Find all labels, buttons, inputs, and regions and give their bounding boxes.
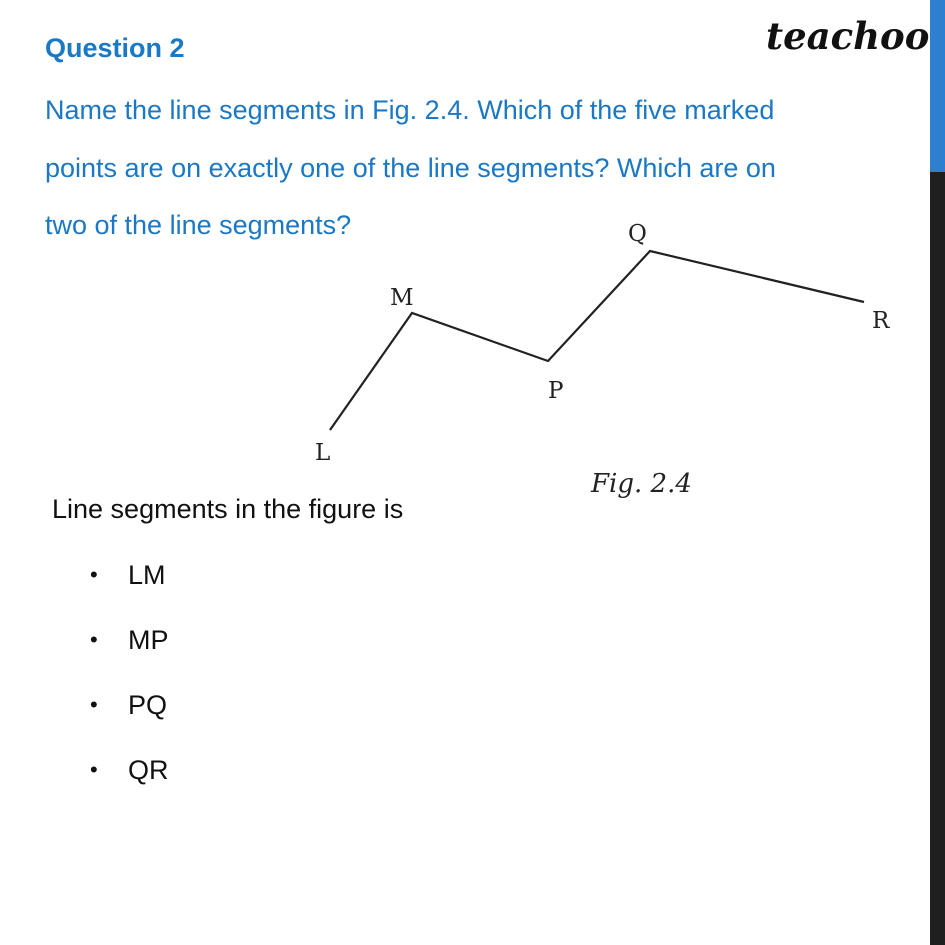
question-title: Question 2 [45, 33, 185, 63]
question-line-1: Name the line segments in Fig. 2.4. Which of the five marked [45, 95, 775, 125]
bullet-icon: • [90, 627, 98, 652]
point-label-p: P [548, 378, 564, 404]
bullet-icon: • [90, 692, 98, 717]
segment-lm: LM [128, 560, 166, 590]
point-label-q: Q [628, 221, 647, 247]
segment-qr: QR [128, 755, 169, 785]
segment-pq: PQ [128, 690, 168, 720]
point-label-r: R [872, 308, 890, 334]
list-item [90, 558, 169, 623]
bullet-icon: • [90, 562, 98, 587]
segment-list [90, 558, 169, 818]
segment-mp: MP [128, 625, 169, 655]
point-label-l: L [315, 440, 331, 466]
answer-heading: Line segments in the figure is [52, 494, 404, 524]
list-item [90, 688, 169, 753]
list-item [90, 753, 169, 818]
question-line-3: two of the line segments? [45, 210, 352, 240]
list-item [90, 623, 169, 688]
question-line-2: points are on exactly one of the line segments? Which are on [45, 152, 776, 183]
point-label-m: M [390, 285, 414, 311]
figure-caption: Fig. 2.4 [591, 469, 692, 499]
segment-path [330, 251, 864, 430]
teachoo-logo: teachoo [766, 14, 930, 58]
bullet-icon: • [90, 757, 98, 782]
